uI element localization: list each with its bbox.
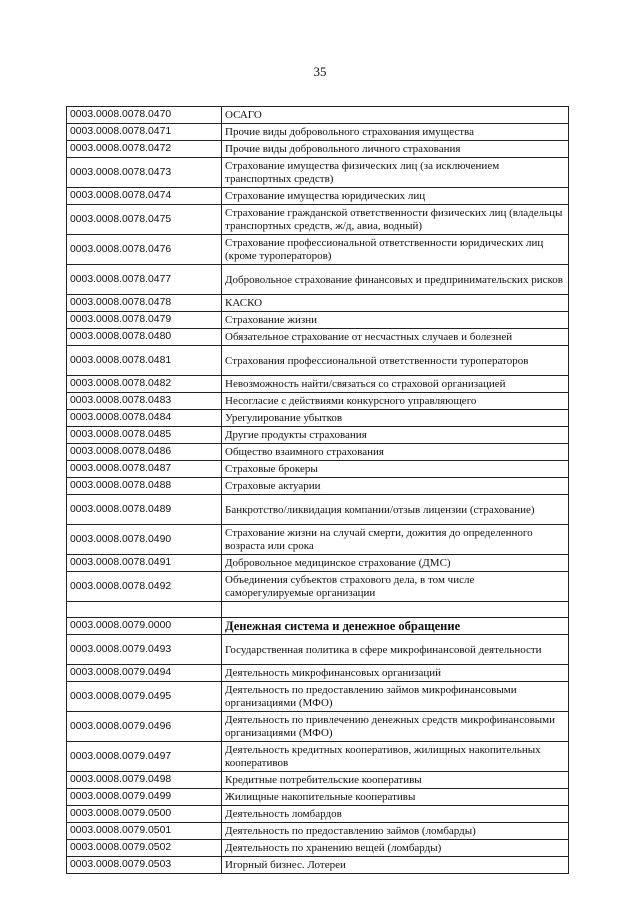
table-row [67, 665, 569, 682]
row-code: 0003.0008.0078.0486 [67, 444, 222, 461]
table-row [67, 789, 569, 806]
row-name: Страхование жизни на случай смерти, дожития до определенного возраста или срока [222, 525, 569, 555]
row-code: 0003.0008.0079.0496 [67, 712, 222, 742]
table-row [67, 141, 569, 158]
row-name: ОСАГО [222, 107, 569, 124]
table-row [67, 772, 569, 789]
row-code: 0003.0008.0079.0499 [67, 789, 222, 806]
table-row [67, 107, 569, 124]
row-code: 0003.0008.0078.0483 [67, 393, 222, 410]
row-code: 0003.0008.0078.0476 [67, 235, 222, 265]
row-code: 0003.0008.0078.0470 [67, 107, 222, 124]
row-name: Объединения субъектов страхового дела, в том числе саморегулируемые организации [222, 572, 569, 602]
table-row [67, 329, 569, 346]
row-name: Урегулирование убытков [222, 410, 569, 427]
table-row [67, 712, 569, 742]
row-name: Добровольное страхование финансовых и предпринимательских рисков [222, 265, 569, 295]
row-code: 0003.0008.0079.0493 [67, 635, 222, 665]
row-code: 0003.0008.0078.0489 [67, 495, 222, 525]
table-row [67, 742, 569, 772]
table-row [67, 840, 569, 857]
row-name: Жилищные накопительные кооперативы [222, 789, 569, 806]
row-code: 0003.0008.0078.0490 [67, 525, 222, 555]
table-row [67, 124, 569, 141]
row-code: 0003.0008.0078.0488 [67, 478, 222, 495]
row-name: Страхование имущества физических лиц (за исключением транспортных средств) [222, 158, 569, 188]
row-name: Страхование профессиональной ответственности юридических лиц (кроме туроператоров) [222, 235, 569, 265]
row-name: Деятельность по привлечению денежных средств микрофинансовыми организациями (МФО) [222, 712, 569, 742]
row-name: Деятельность микрофинансовых организаций [222, 665, 569, 682]
row-name: Несогласие с действиями конкурсного управляющего [222, 393, 569, 410]
row-code: 0003.0008.0078.0491 [67, 555, 222, 572]
row-code: 0003.0008.0078.0475 [67, 205, 222, 235]
table-row [67, 857, 569, 874]
table-row [67, 461, 569, 478]
row-name: Кредитные потребительские кооперативы [222, 772, 569, 789]
row-code: 0003.0008.0078.0472 [67, 141, 222, 158]
row-name: Деятельность по предоставлению займов (ломбарды) [222, 823, 569, 840]
table-row [67, 635, 569, 665]
table-row [67, 427, 569, 444]
table-row [67, 555, 569, 572]
row-name: Страхование имущества юридических лиц [222, 188, 569, 205]
row-code: 0003.0008.0078.0481 [67, 346, 222, 376]
row-name: Добровольное медицинское страхование (ДМС) [222, 555, 569, 572]
row-name: Деятельность кредитных кооперативов, жилищных накопительных кооперативов [222, 742, 569, 772]
row-code: 0003.0008.0079.0501 [67, 823, 222, 840]
row-code: 0003.0008.0078.0471 [67, 124, 222, 141]
table-row [67, 158, 569, 188]
table-row [67, 682, 569, 712]
row-code: 0003.0008.0078.0473 [67, 158, 222, 188]
table-row [67, 376, 569, 393]
table-row [67, 444, 569, 461]
row-name: Общество взаимного страхования [222, 444, 569, 461]
table-row [67, 235, 569, 265]
row-code: 0003.0008.0078.0474 [67, 188, 222, 205]
table-row [67, 410, 569, 427]
table-row [67, 478, 569, 495]
row-name: Прочие виды добровольного личного страхования [222, 141, 569, 158]
row-name: Страховые брокеры [222, 461, 569, 478]
row-name [222, 602, 569, 618]
table-row [67, 806, 569, 823]
row-code: 0003.0008.0079.0500 [67, 806, 222, 823]
row-code: 0003.0008.0078.0484 [67, 410, 222, 427]
row-name: Невозможность найти/связаться со страховой организацией [222, 376, 569, 393]
row-name: Другие продукты страхования [222, 427, 569, 444]
table-row [67, 823, 569, 840]
row-name: Прочие виды добровольного страхования имущества [222, 124, 569, 141]
row-name: Страхования профессиональной ответственности туроператоров [222, 346, 569, 376]
blank-row [67, 602, 569, 618]
row-code: 0003.0008.0079.0494 [67, 665, 222, 682]
section-title: Денежная система и денежное обращение [222, 618, 569, 635]
row-code: 0003.0008.0078.0482 [67, 376, 222, 393]
table-row [67, 265, 569, 295]
table-row [67, 205, 569, 235]
row-name: Страхование гражданской ответственности физических лиц (владельцы транспортных средств, ж/д, авиа, водный) [222, 205, 569, 235]
table-row [67, 495, 569, 525]
row-code: 0003.0008.0078.0478 [67, 295, 222, 312]
row-code: 0003.0008.0079.0502 [67, 840, 222, 857]
page-number: 35 [313, 64, 327, 79]
row-code: 0003.0008.0079.0000 [67, 618, 222, 635]
table-row [67, 188, 569, 205]
table-row [67, 525, 569, 555]
row-name: Страхование жизни [222, 312, 569, 329]
row-code: 0003.0008.0079.0498 [67, 772, 222, 789]
row-name: Деятельность по хранению вещей (ломбарды) [222, 840, 569, 857]
table-row [67, 393, 569, 410]
row-code: 0003.0008.0079.0495 [67, 682, 222, 712]
row-name: КАСКО [222, 295, 569, 312]
table-row [67, 295, 569, 312]
row-code: 0003.0008.0078.0487 [67, 461, 222, 478]
table-row [67, 312, 569, 329]
row-name: Банкротство/ликвидация компании/отзыв лицензии (страхование) [222, 495, 569, 525]
row-name: Деятельность по предоставлению займов микрофинансовыми организациями (МФО) [222, 682, 569, 712]
section-header-row [67, 618, 569, 635]
row-code: 0003.0008.0078.0492 [67, 572, 222, 602]
row-code: 0003.0008.0078.0485 [67, 427, 222, 444]
row-code: 0003.0008.0079.0503 [67, 857, 222, 874]
row-name: Игорный бизнес. Лотереи [222, 857, 569, 874]
classifier-table-body [67, 107, 569, 874]
row-name: Государственная политика в сфере микрофинансовой деятельности [222, 635, 569, 665]
row-code: 0003.0008.0078.0479 [67, 312, 222, 329]
row-name: Обязательное страхование от несчастных случаев и болезней [222, 329, 569, 346]
table-row [67, 346, 569, 376]
row-name: Страховые актуарии [222, 478, 569, 495]
classifier-table [66, 106, 569, 874]
row-code [67, 602, 222, 618]
row-code: 0003.0008.0078.0480 [67, 329, 222, 346]
table-row [67, 572, 569, 602]
row-name: Деятельность ломбардов [222, 806, 569, 823]
row-code: 0003.0008.0078.0477 [67, 265, 222, 295]
row-code: 0003.0008.0079.0497 [67, 742, 222, 772]
